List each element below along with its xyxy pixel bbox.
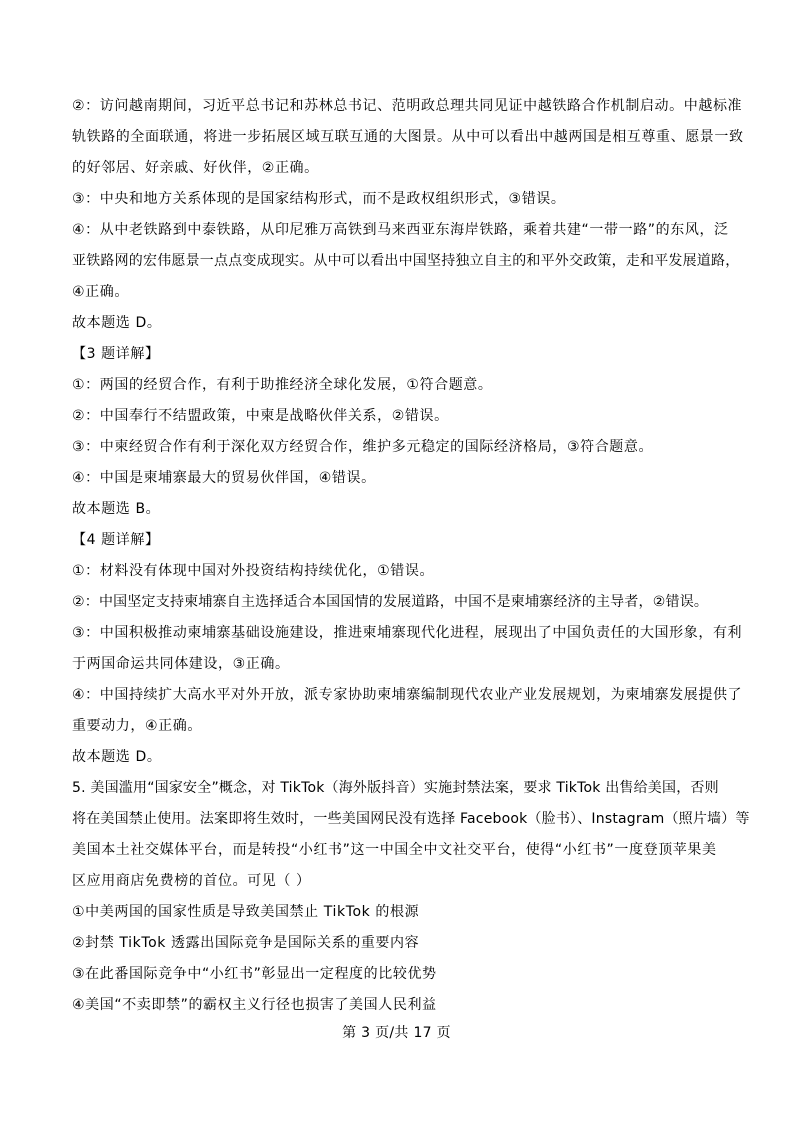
option-line: ④美国“不卖即禁”的霸权主义行径也损害了美国人民利益: [72, 997, 437, 1013]
text-line: ③：中柬经贸合作有利于深化双方经贸合作，维护多元稳定的国际经济格局，③符合题意。: [72, 439, 654, 455]
option-line: ①中美两国的国家性质是导致美国禁止 TikTok 的根源: [72, 904, 420, 920]
text-line: 重要动力，④正确。: [72, 718, 202, 734]
text-line: ④：中国持续扩大高水平对外开放，派专家协助柬埔寨编制现代农业产业发展规划，为柬埔寨发展提供了: [72, 687, 743, 703]
text-line: ②：中国奉行不结盟政策，中柬是战略伙伴关系，②错误。: [72, 408, 449, 424]
question-line: 5. 美国滥用“国家安全”概念，对 TikTok（海外版抖音）实施封禁法案，要求 TikTok 出售给美国，否则: [72, 780, 719, 796]
text-line: ③：中国积极推动柬埔寨基础设施建设，推进柬埔寨现代化进程，展现出了中国负责任的大国形象，有利: [72, 625, 743, 641]
answer-line: 故本题选 D。: [72, 749, 162, 765]
text-line: ②：访问越南期间，习近平总书记和苏林总书记、范明政总理共同见证中越铁路合作机制启动。中越标准: [72, 98, 743, 114]
text-line: ④：从中老铁路到中泰铁路，从印尼雅万高铁到马来西亚东海岸铁路，乘着共建“一带一路”的东风，泛: [72, 222, 729, 238]
text-line: ①：材料没有体现中国对外投资结构持续优化，①错误。: [72, 563, 435, 579]
question-line: 美国本土社交媒体平台，而是转投“小红书”这一中国全中文社交平台，使得“小红书”一度登顶苹果美: [72, 842, 717, 858]
option-line: ②封禁 TikTok 透露出国际竞争是国际关系的重要内容: [72, 935, 420, 951]
question-line: 将在美国禁止使用。法案即将生效时，一些美国网民没有选择 Facebook（脸书）、Instagram（照片墙）等: [72, 811, 750, 827]
text-line: 的好邻居、好亲戚、好伙伴，②正确。: [72, 160, 319, 176]
answer-line: 故本题选 B。: [72, 501, 161, 517]
text-line: 于两国命运共同体建设，③正确。: [72, 656, 290, 672]
text-line: ④：中国是柬埔寨最大的贸易伙伴国，④错误。: [72, 470, 376, 486]
option-line: ③在此番国际竞争中“小红书”彰显出一定程度的比较优势: [72, 966, 437, 982]
text-line: 轨铁路的全面联通，将进一步拓展区域互联互通的大图景。从中可以看出中越两国是相互尊重、愿景一致: [72, 129, 744, 145]
answer-line: 故本题选 D。: [72, 315, 162, 331]
text-line: ③：中央和地方关系体现的是国家结构形式，而不是政权组织形式，③错误。: [72, 191, 566, 207]
page-number-footer: 第 3 页/共 17 页: [342, 1025, 451, 1041]
section-heading: 【3 题详解】: [72, 346, 160, 362]
text-line: 亚铁路网的宏伟愿景一点点变成现实。从中可以看出中国坚持独立自主的和平外交政策，走和平发展道路，: [72, 253, 740, 269]
text-line: ④正确。: [72, 284, 129, 300]
text-line: ②：中国坚定支持柬埔寨自主选择适合本国国情的发展道路，中国不是柬埔寨经济的主导者，②错误。: [72, 594, 709, 610]
document-body: [72, 91, 750, 1021]
text-line: ①：两国的经贸合作，有利于助推经济全球化发展，①符合题意。: [72, 377, 493, 393]
section-heading: 【4 题详解】: [72, 532, 160, 548]
question-line: 区应用商店免费榜的首位。可见（ ）: [72, 873, 311, 889]
